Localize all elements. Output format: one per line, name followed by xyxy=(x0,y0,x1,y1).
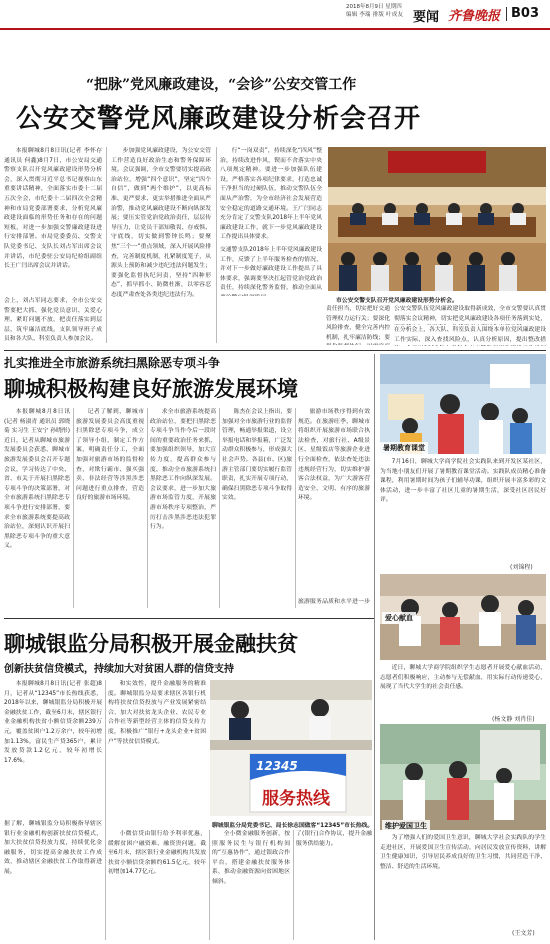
story1-photo-caption: 市公安交警支队召开党风廉政建设形势分析会。 xyxy=(336,298,458,304)
sidebar-photo1 xyxy=(380,354,546,454)
masthead-meta xyxy=(346,3,412,19)
column-rule xyxy=(209,830,210,940)
column-rule xyxy=(216,147,217,343)
story1-photo xyxy=(328,147,546,291)
sidebar-credit1: (刘锦程) xyxy=(510,564,533,571)
service-hotline-sign: 服务热线 xyxy=(262,789,330,809)
sidebar-photo1-tag: 暑期教育课堂 xyxy=(380,442,428,454)
column-rule xyxy=(105,680,106,940)
sidebar-photo2-tag: 爱心献血 xyxy=(382,612,416,624)
column-rule xyxy=(219,408,220,608)
column-rule xyxy=(295,408,296,608)
story1-bottom2: 责任担当，切实把好交通管理权力运行关；要深化风险排查，健全完善内控机制，扎牢廉洁防线；要 xyxy=(326,306,390,341)
sidebar-text3: 为了增强人们的爱国卫生意识，聊城大学社会实践队的学生走进社区，开展爱国卫生宣传活动，向居民发放宣传资料，讲解卫生健康知识，引导居民养成良好的卫生习惯，共同营造干净、整洁、舒适的生活环境。 xyxy=(380,835,546,870)
sidebar-credit3: (王文芳) xyxy=(512,930,535,937)
story3-headline: 聊城银监分局积极开展金融扶贫 xyxy=(4,632,298,656)
meeting-photo xyxy=(328,147,546,291)
hotline-photo xyxy=(210,680,372,816)
masthead-staff: 编辑 李瑞 排版 叶成友 xyxy=(346,12,404,18)
story3-col2: 据了解，聊城银监分局积极指导辖区银行业金融机构创新扶贫信贷模式，加大扶贫信贷投放力度，持续优化金融服务，切实提高金融扶贫工作成效，推动辖区金融扶贫工作取得新进展。 xyxy=(4,821,102,875)
story3-col6: 了(银行)合作协议，提升金融服务供给能力。 xyxy=(296,831,372,847)
story2-col5: 旅游市场秩序得到有效规范。在旅游旺季，聊城市将组织开展旅游市场联合执法检查，对旅行社、A级景区、星级饭店等旅游企业进行全面检查，依法查处违法违规经营行为，切实维护游客合法权益，为广大游客营造安全、文明、有序的旅游环境。 xyxy=(298,409,370,502)
story1-kicker: “把脉”党风廉政建设，“会诊”公安交管工作 xyxy=(86,77,357,93)
column-rule xyxy=(73,408,74,608)
sidebar-text1: 7月16日，聊城大学商学院社会实践队来到开发区某社区，为当地小朋友们开展了暑期教育课堂活动。实践队成员精心准备课程，利用暑期时间为孩子们辅导功课，组织开展丰富多彩的文体活动，进一步丰富了社区儿童的暑期生活，深受社区居民好评。 xyxy=(380,459,546,504)
story1-bottom1: 交通警支队2018年上半年党风廉政建设工作，反馈了上半年服务检查的情况，并对下一步做好廉政建设工作提出了具体要求，强调要坚决扛起管党治党政治责任，持续深化警务监督，推动全面从 xyxy=(220,247,322,292)
story3-col3: 和实效性，提升金融服务的精准度。聊城银监分局要求辖区各银行机构将扶贫信贷投放与产业发展紧密结合，加大对扶贫龙头企业、农民专业合作社等新型经营主体的信贷支持力度，积极推广“银行+龙头企业+贫困户”等扶贫信贷模式。 xyxy=(108,681,206,745)
story1-bottom3: 公安交警队伍党风廉政建设取得新成效，全市交警要认真贯彻落实会议精神，切实把党风廉政建设各项任务落到实处， xyxy=(394,306,546,322)
story1-tail: 在分析会上，各大队、科室负责人围绕本单位党风廉政建设工作实际，深入查找风险点，认真分析原因，提出整改措 xyxy=(394,327,546,343)
story1-headline: 公安交警党风廉政建设分析会召开 xyxy=(16,104,422,134)
section-title: 要闻 xyxy=(413,10,440,25)
story2-col2: 记者了解到，聊城市旅游发展委员会高度重视扫黑除恶专项斗争，成立了领导小组，制定工作方案，明确责任分工，全面加强对旅游市场的监督检查，对欺行霸市、强买强卖、非法经营等涉黑涉恶问题进行重点排查，营造良好的旅游市场环境。 xyxy=(76,409,144,502)
story3-subhead: 创新扶贫信贷模式，持续加大对贫困人群的信贷支持 xyxy=(4,664,234,675)
story2-col6: 旅游服务品质和水平进一步 xyxy=(298,599,370,605)
section-divider xyxy=(4,350,546,351)
story1-col4: 行“一岗双责”，持续深化“四风”整治，持续改进作风，锲而不舍落实中央八项规定精神。要进一步加强队伍建设，严格落实各项纪律要求，打造忠诚干净担当的过硬队伍，推动交警队伍全面从严治警，为全市经济社会发展营造安全稳定的道路交通环境。王广闫同志充分肯定了交警支队2018年上半年党风廉政建设工作，就下一步党风廉政建设工作提出具体要求。 xyxy=(220,148,322,241)
masthead-divider xyxy=(506,7,507,21)
story3-photo-caption: 聊城银监分局党委书记、局长徐志国做客“12345”市长热线。 xyxy=(212,823,374,829)
sanitation-photo xyxy=(380,724,546,830)
story1-col2: 会上，刘占军同志要求，全市公安交警要把大抓、强化党员意识、关爱心理、紧盯问题不放，把责任落实到层层，筑牢廉洁底线。支队领导班子成员和各大队、科室负责人参加会议。 xyxy=(4,298,102,343)
column-rule xyxy=(293,830,294,940)
section-divider xyxy=(4,618,374,619)
column-rule xyxy=(147,408,148,608)
story3-photo xyxy=(210,680,372,816)
sidebar-photo3-tag: 维护爱国卫生 xyxy=(382,820,430,832)
sidebar-photo3 xyxy=(380,724,546,830)
sidebar-rule xyxy=(374,354,375,940)
classroom-photo xyxy=(380,354,546,454)
sidebar-text2: 近日，聊城大学商学院组织学生志愿者开展爱心献血活动，志愿者们积极响应，主动参与无偿献血，用实际行动传递爱心，展现了当代大学生的社会责任感。 xyxy=(380,665,546,691)
masthead-date: 2018年8月9日 星期四 xyxy=(346,4,402,10)
story3-col4: 小微信贷由银行给予利率优惠，缓解贫困户融资难、融资贵问题。截至6月末，辖区银行业金融机构共发放扶贫小额信贷余额约61.5亿元，较年初增加14.77亿元。 xyxy=(108,831,206,876)
sidebar-credit2: (杨文静 刘肖佳) xyxy=(492,716,535,723)
story3-col1: 本报聊城8月8日讯(记者 张超)8月，记者从“12345”市长热线获悉，2018年以来，聊城银监分局积极开展金融扶贫工作，截至6月末，辖区银行业金融机构扶贫小额信贷余额239万元，覆盖贫困户1.2万余户，较年初增加1.13%，富民生产贷365户，累计发放贷款1.2亿元，较年初增长17.6%。 xyxy=(4,681,102,764)
story1-col3: 步加强党风廉政建设，为公安交管工作营造良好政治生态和警务保障环境。会议强调，全市交警要切实提高政治站位，增强“四个意识”，坚定“四个自信”，做到“两个维护”，以更高标准、更严要求、更实举措推进全面从严治警，推动党风廉政建设不断向纵深发展；要压实管党治党政治责任，层层传导压力，让党员干部知敬畏、存戒惧、守底线，切实做到警钟长鸣；要聚焦“三个一”重点领域，深入开展风险排查，完善制度机制，扎紧制度笼子，从源头上预防和减少违纪违法问题发生；要强化监督执纪问责，坚持“四种形态”，抓早抓小、防微杜渐，以零容忍态度严肃查处各类违纪违法行为。 xyxy=(111,148,211,298)
story3-col5: 全小微金融服务创新，按照服务民生与银行机构间的“互惠协作”，通过银政合作平台，搭建金融扶贫服务体系，推动金融资源向贫困地区倾斜。 xyxy=(212,831,290,885)
page-number: B03 xyxy=(511,6,539,21)
story2-headline: 聊城积极构建良好旅游发展环境 xyxy=(4,377,298,401)
story2-col4: 陈杰在会议上指出，要加强对全市旅游行业的监督管理，畅通举报渠道，设立举报电话和举报箱，广泛发动群众积极参与，形成强大社会声势。各县(市、区)旅游主管部门要切实履行监管职责，扎实开展专项行动，确保扫黑除恶专项斗争取得实效。 xyxy=(222,409,292,502)
story2-kicker: 扎实推进全市旅游系统扫黑除恶专项斗争 xyxy=(4,356,221,370)
story1-col1: 本报聊城8月8日讯(记者 李怀存 通讯员 何鑫)8月7日，市公安局交通警察支队召开党风廉政建设形势分析会，深入贯彻习近平总书记视察山东重要讲话精神，全面落实市委十二届五次全会，市纪委十二届四次全会精神和市局党委部署要求，分析党风廉政建设面临的形势任务和存在的问题短板，对进一步加强交警廉政建设进行安排部署。市局党委委员、交警支队党委书记、支队长刘占军出席会议并讲话，市纪委驻公安局纪检组副组长王广闫出席会议并讲话。 xyxy=(4,148,102,270)
story2-col1: 本报聊城8月8日讯(记者 杨淑青 通讯员 郭晓菊 实习生 王安宁 孙晓彤)近日，记者从聊城市旅游发展委员会获悉，聊城市旅游发展委员会召开专题会议，学习传达了中央、省、市关于开展扫黑除恶专项斗争的决策部署，对全市旅游系统扫黑除恶专项斗争进行安排部署，要求全市旅游系统要提高政治站位，深刻认识开展扫黑除恶专项斗争的重大意义。 xyxy=(4,409,70,550)
hotline-number: 12345 xyxy=(256,759,298,773)
story2-col3: 求全市旅游系统提高政治站位，要把扫黑除恶专项斗争当作今后一段时间的重要政治任务来抓，要加强组织领导，加大宣传力度，提高群众参与度，推动全市旅游系统扫黑除恶工作向纵深发展。会议要求，进一步加大旅游市场监管力度，开展旅游市场秩序专项整治，严厉打击涉黑涉恶违法犯罪行为。 xyxy=(150,409,216,531)
brand-logo: 齐鲁晚报 xyxy=(448,9,501,24)
column-rule xyxy=(106,147,107,343)
masthead xyxy=(0,0,550,30)
